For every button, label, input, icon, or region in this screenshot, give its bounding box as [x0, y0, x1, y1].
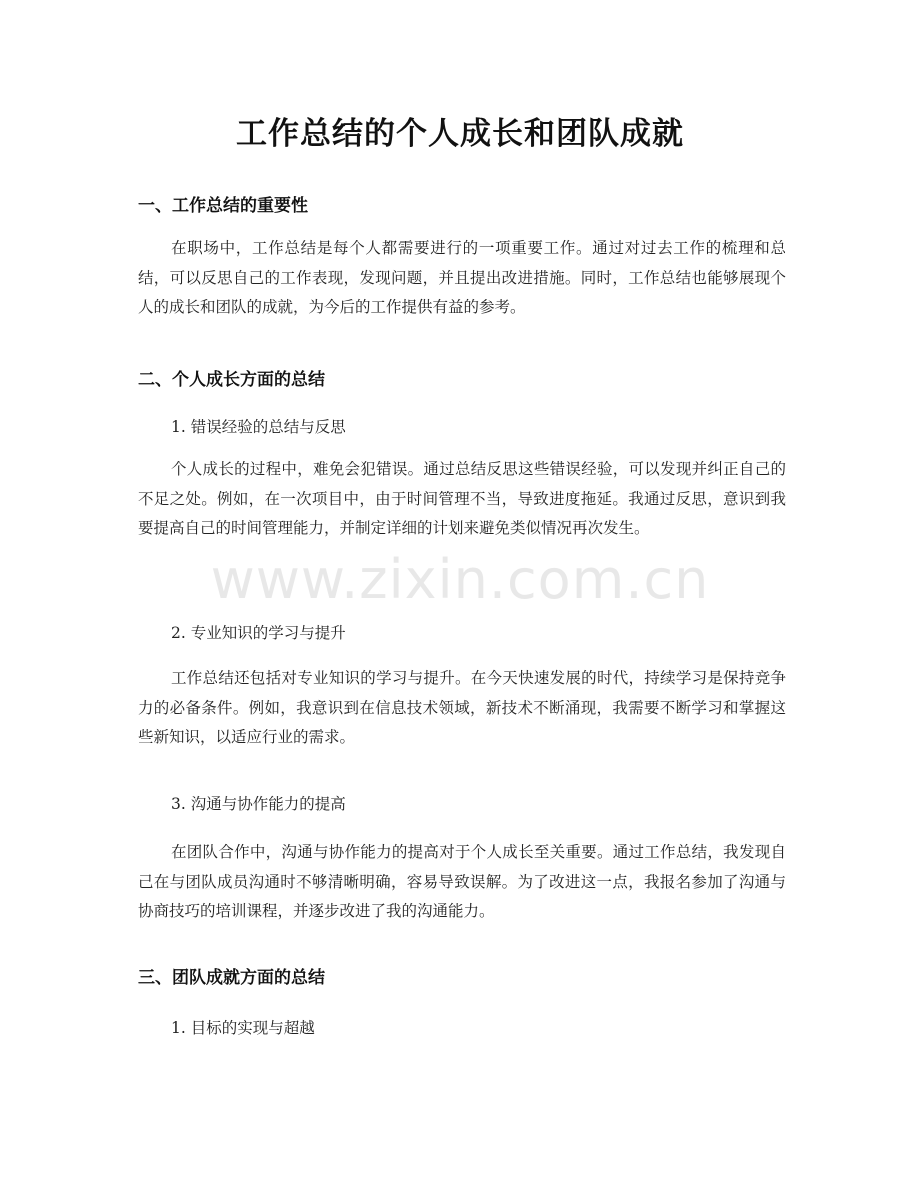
- section-heading-team-achievements: 三、团队成就方面的总结: [138, 968, 325, 988]
- subheading-mistakes: 1. 错误经验的总结与反思: [171, 418, 346, 436]
- section-heading-personal-growth: 二、个人成长方面的总结: [138, 370, 325, 390]
- subheading-communication: 3. 沟通与协作能力的提高: [171, 795, 346, 813]
- paragraph-mistakes: 个人成长的过程中，难免会犯错误。通过总结反思这些错误经验，可以发现并纠正自己的不足之处。例如，在一次项目中，由于时间管理不当，导致进度拖延。我通过反思，意识到我要提高自己的时间管理能力，并制定详细的计划来避免类似情况再次发生。: [138, 460, 786, 537]
- paragraph-importance: 在职场中，工作总结是每个人都需要进行的一项重要工作。通过对过去工作的梳理和总结，可以反思自己的工作表现，发现问题，并且提出改进措施。同时，工作总结也能够展现个人的成长和团队的成就，为今后的工作提供有益的参考。: [138, 239, 786, 316]
- page-title: 工作总结的个人成长和团队成就: [236, 116, 684, 152]
- paragraph-professional-knowledge: 工作总结还包括对专业知识的学习与提升。在今天快速发展的时代，持续学习是保持竞争力的必备条件。例如，我意识到在信息技术领域，新技术不断涌现，我需要不断学习和掌握这些新知识，以适应行业的需求。: [138, 669, 786, 746]
- watermark: www.zixin.com.cn: [210, 548, 710, 611]
- section-heading-importance: 一、工作总结的重要性: [138, 196, 308, 216]
- subheading-professional-knowledge: 2. 专业知识的学习与提升: [171, 624, 346, 642]
- paragraph-communication: 在团队合作中，沟通与协作能力的提高对于个人成长至关重要。通过工作总结，我发现自己在与团队成员沟通时不够清晰明确，容易导致误解。为了改进这一点，我报名参加了沟通与协商技巧的培训课程，并逐步改进了我的沟通能力。: [138, 843, 786, 920]
- subheading-goals: 1. 目标的实现与超越: [171, 1019, 315, 1037]
